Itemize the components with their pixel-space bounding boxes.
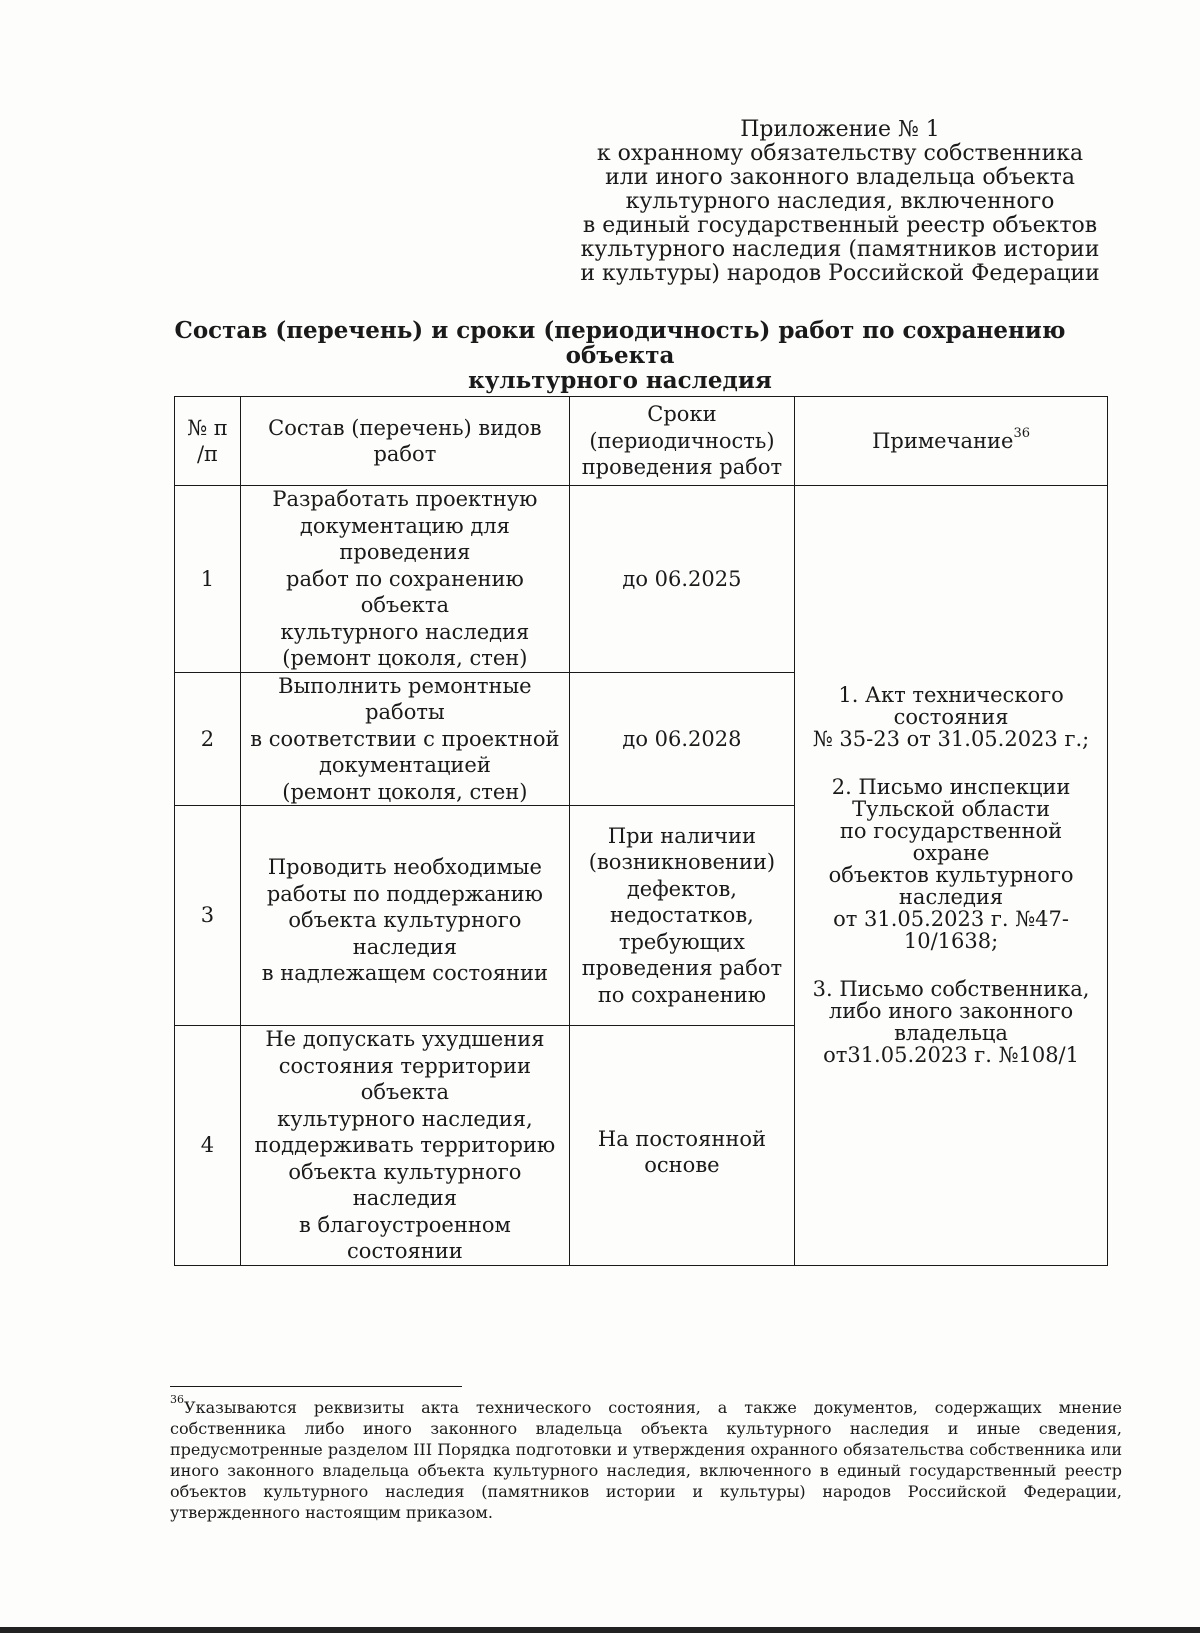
row-num: 4 — [175, 1026, 241, 1266]
row-work — [240, 672, 569, 806]
row-work — [240, 806, 569, 1026]
work-line: культурного наследия — [280, 619, 530, 644]
work-line: документацию для проведения — [299, 513, 510, 564]
header-note-ref: 36 — [1013, 425, 1030, 441]
work-line: работы по поддержанию — [266, 881, 543, 906]
note-line: от31.05.2023 г. №108/1 — [823, 1043, 1079, 1068]
note-line: состояния — [893, 705, 1009, 730]
footnote-line: предусмотренные разделом III Порядка подготовки и утверждения охранного обязательства собственника или — [170, 1440, 1122, 1459]
period-line: недостатков, — [610, 903, 754, 928]
header-num — [175, 397, 241, 486]
table-row — [175, 486, 1108, 673]
work-line: в соответствии с проектной — [250, 726, 560, 751]
footnote-line — [170, 1392, 1122, 1418]
note-line: № 35-23 от 31.05.2023 г.; — [812, 727, 1090, 752]
row-period — [569, 672, 794, 806]
header-period-line: (периодичность) — [589, 428, 775, 453]
works-table — [174, 396, 1108, 1266]
work-line: Разработать проектную — [272, 487, 538, 511]
appendix-header — [560, 118, 1120, 286]
note-line: владельца — [894, 1021, 1008, 1046]
work-line: объекта культурного наследия — [288, 1159, 522, 1210]
period-line: основе — [644, 1153, 720, 1178]
header-period-line: проведения работ — [581, 455, 783, 480]
work-line: поддерживать территорию — [254, 1133, 556, 1157]
period-line: до 06.2028 — [622, 726, 742, 751]
appendix-line: к охранному обязательству собственника — [596, 141, 1084, 166]
period-line: На постоянной — [597, 1126, 766, 1151]
work-line: объекта культурного наследия — [288, 908, 522, 959]
row-work — [240, 1026, 569, 1266]
period-line: требующих — [618, 929, 745, 954]
row-period — [569, 486, 794, 673]
work-line: документацией — [318, 753, 491, 777]
header-period-line: Сроки — [647, 402, 717, 427]
work-line: в благоустроенном состоянии — [298, 1212, 511, 1263]
period-line: (возникновении) — [588, 850, 776, 875]
note-gap — [801, 952, 1101, 978]
note-gap — [801, 750, 1101, 776]
header-note-label: Примечание — [872, 428, 1014, 453]
footnote-text: Указываются реквизиты акта технического состояния, а также документов, содержащих мнение — [184, 1398, 1122, 1417]
note-line: либо иного законного — [828, 999, 1074, 1024]
note-line: 2. Письмо инспекции — [831, 775, 1071, 800]
period-line: проведения работ — [581, 956, 783, 981]
document-title — [130, 318, 1110, 393]
work-line: состояния территории объекта — [278, 1053, 531, 1104]
period-line: При наличии — [607, 823, 757, 848]
appendix-line: культурного наследия (памятников истории — [580, 237, 1100, 262]
note-line: от 31.05.2023 г. №47- — [833, 907, 1069, 932]
work-line: (ремонт цоколя, стен) — [282, 779, 528, 804]
title-line: Состав (перечень) и сроки (периодичность) работ по сохранению объекта — [174, 317, 1066, 369]
footnote-line: иного законного владельца объекта культурного наследия, включенного в единый государственный реестр — [170, 1461, 1122, 1480]
footnote-line: утвержденного настоящим приказом. — [170, 1503, 493, 1522]
footnote — [170, 1392, 1122, 1523]
work-line: (ремонт цоколя, стен) — [282, 646, 528, 670]
row-num: 1 — [175, 486, 241, 673]
header-note — [795, 397, 1108, 486]
note-line: объектов культурного — [828, 863, 1074, 888]
work-line: Не допускать ухудшения — [265, 1027, 545, 1051]
row-num: 2 — [175, 672, 241, 806]
row-note-merged — [795, 486, 1108, 1266]
note-line: 10/1638; — [903, 929, 999, 954]
note-line: Тульской области — [852, 797, 1050, 822]
footnote-separator — [170, 1386, 462, 1387]
period-line: до 06.2025 — [622, 566, 742, 591]
appendix-line: в единый государственный реестр объектов — [582, 213, 1098, 238]
work-line: работ по сохранению объекта — [286, 566, 524, 617]
header-work: Состав (перечень) видов работ — [240, 397, 569, 486]
row-period — [569, 806, 794, 1026]
header-period — [569, 397, 794, 486]
row-period — [569, 1026, 794, 1266]
header-num-line: /п — [196, 442, 219, 466]
note-line: 1. Акт технического — [838, 683, 1064, 708]
footnote-ref: 36 — [170, 1392, 184, 1406]
row-work — [240, 486, 569, 673]
footnote-line: собственника либо иного законного владельца объекта культурного наследия и иные сведения, — [170, 1419, 1122, 1438]
work-line: культурного наследия, — [277, 1106, 533, 1131]
work-line: в надлежащем состоянии — [261, 961, 548, 986]
work-line: Выполнить ремонтные работы — [278, 673, 532, 724]
note-line: наследия — [898, 885, 1004, 910]
period-line: по сохранению — [597, 982, 767, 1007]
title-line: культурного наследия — [468, 367, 772, 394]
appendix-line: или иного законного владельца объекта — [605, 165, 1075, 190]
scan-bottom-edge — [0, 1627, 1200, 1633]
appendix-line: и культуры) народов Российской Федерации — [580, 261, 1100, 286]
appendix-line: культурного наследия, включенного — [625, 189, 1055, 214]
note-line: по государственной охране — [839, 819, 1063, 866]
period-line: дефектов, — [626, 876, 737, 901]
table-header-row — [175, 397, 1108, 486]
note-line: 3. Письмо собственника, — [812, 977, 1090, 1002]
appendix-line: Приложение № 1 — [740, 117, 940, 142]
footnote-line: объектов культурного наследия (памятников истории и культуры) народов Российской Федерации, — [170, 1482, 1122, 1501]
header-num-line: № п — [187, 415, 228, 440]
row-num: 3 — [175, 806, 241, 1026]
work-line: Проводить необходимые — [267, 855, 542, 880]
